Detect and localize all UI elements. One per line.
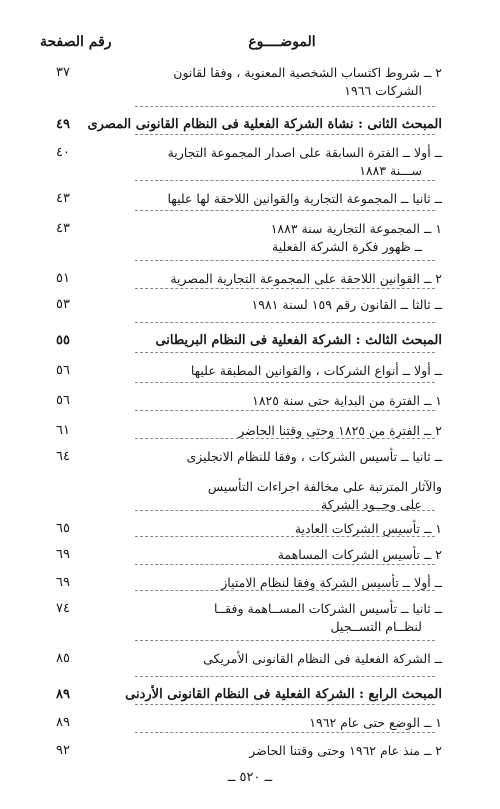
dotted-separator xyxy=(135,210,435,211)
entry-title-line: ــ ثانيا ــ تأسيس الشركات المســاهمة وفقــا xyxy=(214,601,442,616)
entry-title xyxy=(92,478,442,514)
dotted-separator xyxy=(135,382,435,383)
entry-title xyxy=(92,190,442,208)
entry-page-number: ٤٠ xyxy=(56,145,70,160)
entry-title-line: ــ ثانيا ــ المجموعة التجارية والقوانين اللاحقة لها عليها xyxy=(167,191,442,206)
entry-page-number: ٧٤ xyxy=(56,601,70,616)
entry-page-number: ٦٤ xyxy=(56,449,70,464)
entry-page-number: ٥٣ xyxy=(56,297,70,312)
dotted-separator xyxy=(135,438,435,439)
dotted-separator xyxy=(135,564,435,565)
entry-page-number: ٥٦ xyxy=(56,393,70,408)
dotted-separator xyxy=(135,732,435,733)
entry-title-line: الشركات ١٩٦٦ xyxy=(344,83,422,98)
entry-page-number: ٥١ xyxy=(56,271,70,286)
dotted-separator xyxy=(135,260,435,261)
entry-title xyxy=(92,270,442,288)
dotted-separator xyxy=(135,410,435,411)
entry-title-line: ــ أولا ــ تأسيس الشركة وفقا لنظام الامتياز xyxy=(221,575,442,590)
entry-title xyxy=(92,392,442,410)
entry-title xyxy=(92,296,442,314)
dotted-separator xyxy=(135,352,435,353)
entry-page-number: ٨٩ xyxy=(56,715,70,730)
entry-title-line: والآثار المترتبة على مخالفة اجراءات التأسيس xyxy=(207,479,442,494)
entry-title xyxy=(92,448,442,466)
entry-title-line: ــ ثانيا ــ تأسيس الشركات ، وفقا للنظام الانجليزى xyxy=(186,449,442,464)
entry-page-number: ٦٩ xyxy=(56,575,70,590)
entry-page-number: ٤٩ xyxy=(56,117,70,132)
dotted-separator xyxy=(135,590,435,591)
page-number: ــ ٥٢٠ ــ xyxy=(227,770,273,785)
entry-title xyxy=(92,714,442,732)
dotted-separator xyxy=(135,676,435,677)
entry-title xyxy=(92,220,442,256)
dotted-separator xyxy=(135,640,435,641)
entry-title xyxy=(92,546,442,564)
entry-title xyxy=(92,600,442,636)
dotted-separator xyxy=(135,536,435,537)
entry-page-number: ٨٥ xyxy=(56,651,70,666)
entry-title-line: ٢ ــ الفترة من ١٨٢٥ وحتى وقتنا الحاضر xyxy=(238,423,442,438)
dotted-separator xyxy=(135,704,435,705)
dotted-separator xyxy=(135,134,435,135)
entry-title-line: على وجــود الشركة xyxy=(320,497,422,512)
entry-page-number: ٦٥ xyxy=(56,521,70,536)
entry-title-line: ــ ثالثا ــ القانون رقم ١٥٩ لسنة ١٩٨١ xyxy=(251,297,442,312)
entry-page-number: ٤٣ xyxy=(56,221,70,236)
dotted-separator xyxy=(135,106,435,107)
entry-page-number: ٥٦ xyxy=(56,363,70,378)
entry-title-line: المبحث الرابع : الشركة الفعلية فى النظام القانونى الأردنى xyxy=(125,687,442,702)
entry-title xyxy=(92,686,442,704)
entry-title xyxy=(92,362,442,380)
entry-page-number: ٥٥ xyxy=(56,333,70,348)
entry-title-line: ٢ ــ منذ عام ١٩٦٢ وحتى وقتنا الحاضر xyxy=(249,743,442,758)
entry-page-number: ٤٣ xyxy=(56,191,70,206)
page-column-header: رقم الصفحة xyxy=(40,34,112,50)
dotted-separator xyxy=(135,510,435,511)
entry-title-line: ١ ــ تأسيس الشركات العادية xyxy=(294,521,442,536)
entry-title-line: لنظــام التســجيل xyxy=(330,619,422,634)
entry-page-number: ٦٩ xyxy=(56,547,70,562)
entry-title-line: ٢ ــ القوانين اللاحقة على المجموعة التجارية المصرية xyxy=(170,271,442,286)
dotted-separator xyxy=(135,322,435,323)
entry-title-line: ١ ــ الوضع حتى عام ١٩٦٢ xyxy=(309,715,442,730)
entry-title xyxy=(92,144,442,180)
entry-title-line: ٢ ــ شروط اكتساب الشخصية المعنوية ، وفقا لقانون xyxy=(173,65,442,80)
entry-title-line: ــ ظهور فكرة الشركة الفعلية xyxy=(272,239,422,254)
entry-title-line: المبحث الثانى : نشاة الشركة الفعلية فى النظام القانونى المصرى xyxy=(87,117,442,132)
entry-title xyxy=(87,116,442,134)
entry-title-line: ــ الشركة الفعلية فى النظام القانونى الأمريكى xyxy=(203,651,442,666)
entry-title xyxy=(92,742,442,760)
entry-title-line: ١ ــ الفترة من البداية حتى سنة ١٨٢٥ xyxy=(252,393,442,408)
dotted-separator xyxy=(135,288,435,289)
entry-title-line: ــ أولا ــ الفترة السابقة على اصدار المجموعة التجارية xyxy=(167,145,442,160)
topic-column-header: الموضــــوع xyxy=(248,34,316,50)
entry-title xyxy=(92,332,442,350)
entry-title xyxy=(92,64,442,100)
entry-title-line: ١ ــ المجموعة التجارية سنة ١٨٨٣ xyxy=(270,221,442,236)
entry-title-line: المبحث الثالث : الشركة الفعلية فى النظام البريطانى xyxy=(155,333,442,348)
entry-title-line: ســـنة ١٨٨٣ xyxy=(359,163,422,178)
entry-page-number: ٩٢ xyxy=(56,743,70,758)
dotted-separator xyxy=(135,180,435,181)
entry-page-number: ٣٧ xyxy=(56,65,70,80)
entry-page-number: ٨٩ xyxy=(56,687,70,702)
entry-title-line: ــ أولا ــ أنواع الشركات ، والقوانين المطبقة عليها xyxy=(190,363,442,378)
entry-title xyxy=(92,650,442,668)
entry-title-line: ٢ ــ تأسيس الشركات المساهمة xyxy=(277,547,442,562)
entry-page-number: ٦١ xyxy=(56,423,70,438)
